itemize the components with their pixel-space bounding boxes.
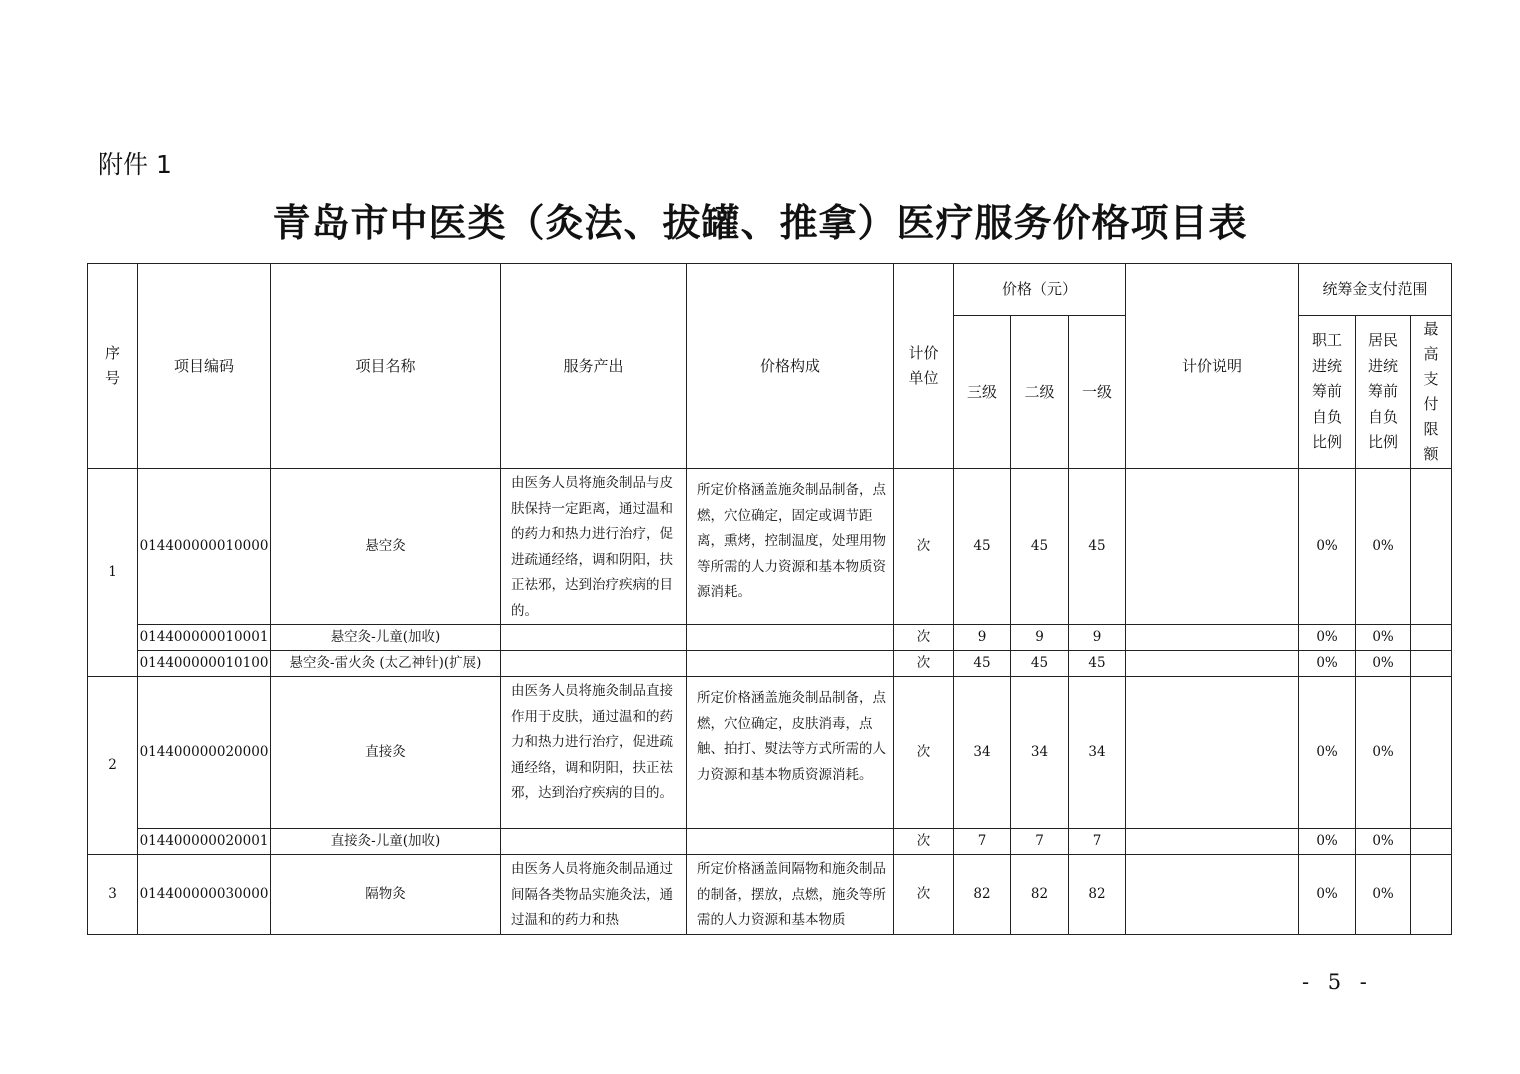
- code-cell: 014400000010000: [138, 469, 271, 625]
- unit-cell: 次: [894, 855, 954, 935]
- price-level1-cell: 45: [1069, 651, 1126, 677]
- table-row: [88, 677, 1452, 829]
- header-level3: 三级: [954, 316, 1011, 469]
- service-cell: 由医务人员将施灸制品通过间隔各类物品实施灸法，通过温和的药力和热: [501, 855, 687, 935]
- resident-ratio-cell: 0%: [1356, 829, 1411, 855]
- employee-ratio-cell: 0%: [1299, 855, 1356, 935]
- header-service: 服务产出: [501, 264, 687, 469]
- code-cell: 014400000020001: [138, 829, 271, 855]
- price-level3-cell: 45: [954, 651, 1011, 677]
- name-cell: 悬空灸: [271, 469, 501, 625]
- code-cell: 014400000020000: [138, 677, 271, 829]
- service-cell: 由医务人员将施灸制品直接作用于皮肤，通过温和的药力和热力进行治疗，促进疏通经络，调和阴阳，扶正祛邪，达到治疗疾病的目的。: [501, 677, 687, 829]
- unit-cell: 次: [894, 469, 954, 625]
- document-title: 青岛市中医类（灸法、拔罐、推拿）医疗服务价格项目表: [272, 200, 1248, 245]
- max-limit-cell: [1411, 677, 1452, 829]
- price-level3-cell: 34: [954, 677, 1011, 829]
- unit-cell: 次: [894, 829, 954, 855]
- max-limit-cell: [1411, 469, 1452, 625]
- price-level3-cell: 82: [954, 855, 1011, 935]
- max-limit-cell: [1411, 829, 1452, 855]
- seq-cell: 3: [88, 855, 138, 935]
- price-level2-cell: 45: [1011, 651, 1069, 677]
- price-level1-cell: 34: [1069, 677, 1126, 829]
- annex-label: 附件 1: [98, 150, 172, 179]
- unit-cell: 次: [894, 625, 954, 651]
- header-note: 计价说明: [1126, 264, 1299, 469]
- employee-ratio-cell: 0%: [1299, 469, 1356, 625]
- resident-ratio-cell: 0%: [1356, 625, 1411, 651]
- composition-cell: 所定价格涵盖间隔物和施灸制品的制备，摆放，点燃，施灸等所需的人力资源和基本物质: [687, 855, 894, 935]
- name-cell: 悬空灸-雷火灸 (太乙神针)(扩展): [271, 651, 501, 677]
- price-level1-cell: 7: [1069, 829, 1126, 855]
- header-seq: 序号: [88, 264, 138, 469]
- name-cell: 直接灸: [271, 677, 501, 829]
- employee-ratio-cell: 0%: [1299, 625, 1356, 651]
- employee-ratio-cell: 0%: [1299, 677, 1356, 829]
- header-price-group: 价格（元）: [954, 264, 1126, 316]
- table-row: [88, 469, 1452, 625]
- price-level1-cell: 45: [1069, 469, 1126, 625]
- note-cell: [1126, 677, 1299, 829]
- price-level2-cell: 9: [1011, 625, 1069, 651]
- resident-ratio-cell: 0%: [1356, 677, 1411, 829]
- header-resident-ratio: 居民进统筹前自负比例: [1356, 316, 1411, 469]
- max-limit-cell: [1411, 651, 1452, 677]
- service-cell: [501, 651, 687, 677]
- note-cell: [1126, 651, 1299, 677]
- table-row: [88, 651, 1452, 677]
- header-max-limit: 最高支付限额: [1411, 316, 1452, 469]
- max-limit-cell: [1411, 855, 1452, 935]
- header-name: 项目名称: [271, 264, 501, 469]
- header-level1: 一级: [1069, 316, 1126, 469]
- note-cell: [1126, 829, 1299, 855]
- price-table: [87, 263, 1452, 935]
- code-cell: 014400000010001: [138, 625, 271, 651]
- header-code: 项目编码: [138, 264, 271, 469]
- employee-ratio-cell: 0%: [1299, 829, 1356, 855]
- service-cell: 由医务人员将施灸制品与皮肤保持一定距离，通过温和的药力和热力进行治疗，促进疏通经络，调和阴阳，扶正祛邪，达到治疗疾病的目的。: [501, 469, 687, 625]
- composition-cell: 所定价格涵盖施灸制品制备，点燃，穴位确定，固定或调节距离，熏烤，控制温度，处理用物等所需的人力资源和基本物质资源消耗。: [687, 469, 894, 625]
- header-level2: 二级: [1011, 316, 1069, 469]
- table-row: [88, 829, 1452, 855]
- composition-cell: [687, 651, 894, 677]
- name-cell: 隔物灸: [271, 855, 501, 935]
- employee-ratio-cell: 0%: [1299, 651, 1356, 677]
- table-row: [88, 625, 1452, 651]
- name-cell: 直接灸-儿童(加收): [271, 829, 501, 855]
- table-row: [88, 855, 1452, 935]
- price-level3-cell: 9: [954, 625, 1011, 651]
- header-fund-group: 统筹金支付范围: [1299, 264, 1452, 316]
- price-level3-cell: 7: [954, 829, 1011, 855]
- service-cell: [501, 829, 687, 855]
- name-cell: 悬空灸-儿童(加收): [271, 625, 501, 651]
- price-level1-cell: 9: [1069, 625, 1126, 651]
- price-level1-cell: 82: [1069, 855, 1126, 935]
- note-cell: [1126, 855, 1299, 935]
- unit-cell: 次: [894, 677, 954, 829]
- service-cell: [501, 625, 687, 651]
- header-composition: 价格构成: [687, 264, 894, 469]
- composition-cell: [687, 625, 894, 651]
- price-level2-cell: 34: [1011, 677, 1069, 829]
- header-employee-ratio: 职工进统筹前自负比例: [1299, 316, 1356, 469]
- resident-ratio-cell: 0%: [1356, 469, 1411, 625]
- note-cell: [1126, 625, 1299, 651]
- resident-ratio-cell: 0%: [1356, 651, 1411, 677]
- price-level2-cell: 82: [1011, 855, 1069, 935]
- composition-cell: 所定价格涵盖施灸制品制备，点燃，穴位确定，皮肤消毒，点触、拍打、熨法等方式所需的人力资源和基本物质资源消耗。: [687, 677, 894, 829]
- seq-cell: 1: [88, 469, 138, 677]
- price-level2-cell: 45: [1011, 469, 1069, 625]
- composition-cell: [687, 829, 894, 855]
- max-limit-cell: [1411, 625, 1452, 651]
- seq-cell: 2: [88, 677, 138, 855]
- code-cell: 014400000010100: [138, 651, 271, 677]
- price-level2-cell: 7: [1011, 829, 1069, 855]
- code-cell: 014400000030000: [138, 855, 271, 935]
- header-unit: 计价单位: [894, 264, 954, 469]
- unit-cell: 次: [894, 651, 954, 677]
- note-cell: [1126, 469, 1299, 625]
- page-number: - 5 -: [1302, 970, 1373, 994]
- price-level3-cell: 45: [954, 469, 1011, 625]
- resident-ratio-cell: 0%: [1356, 855, 1411, 935]
